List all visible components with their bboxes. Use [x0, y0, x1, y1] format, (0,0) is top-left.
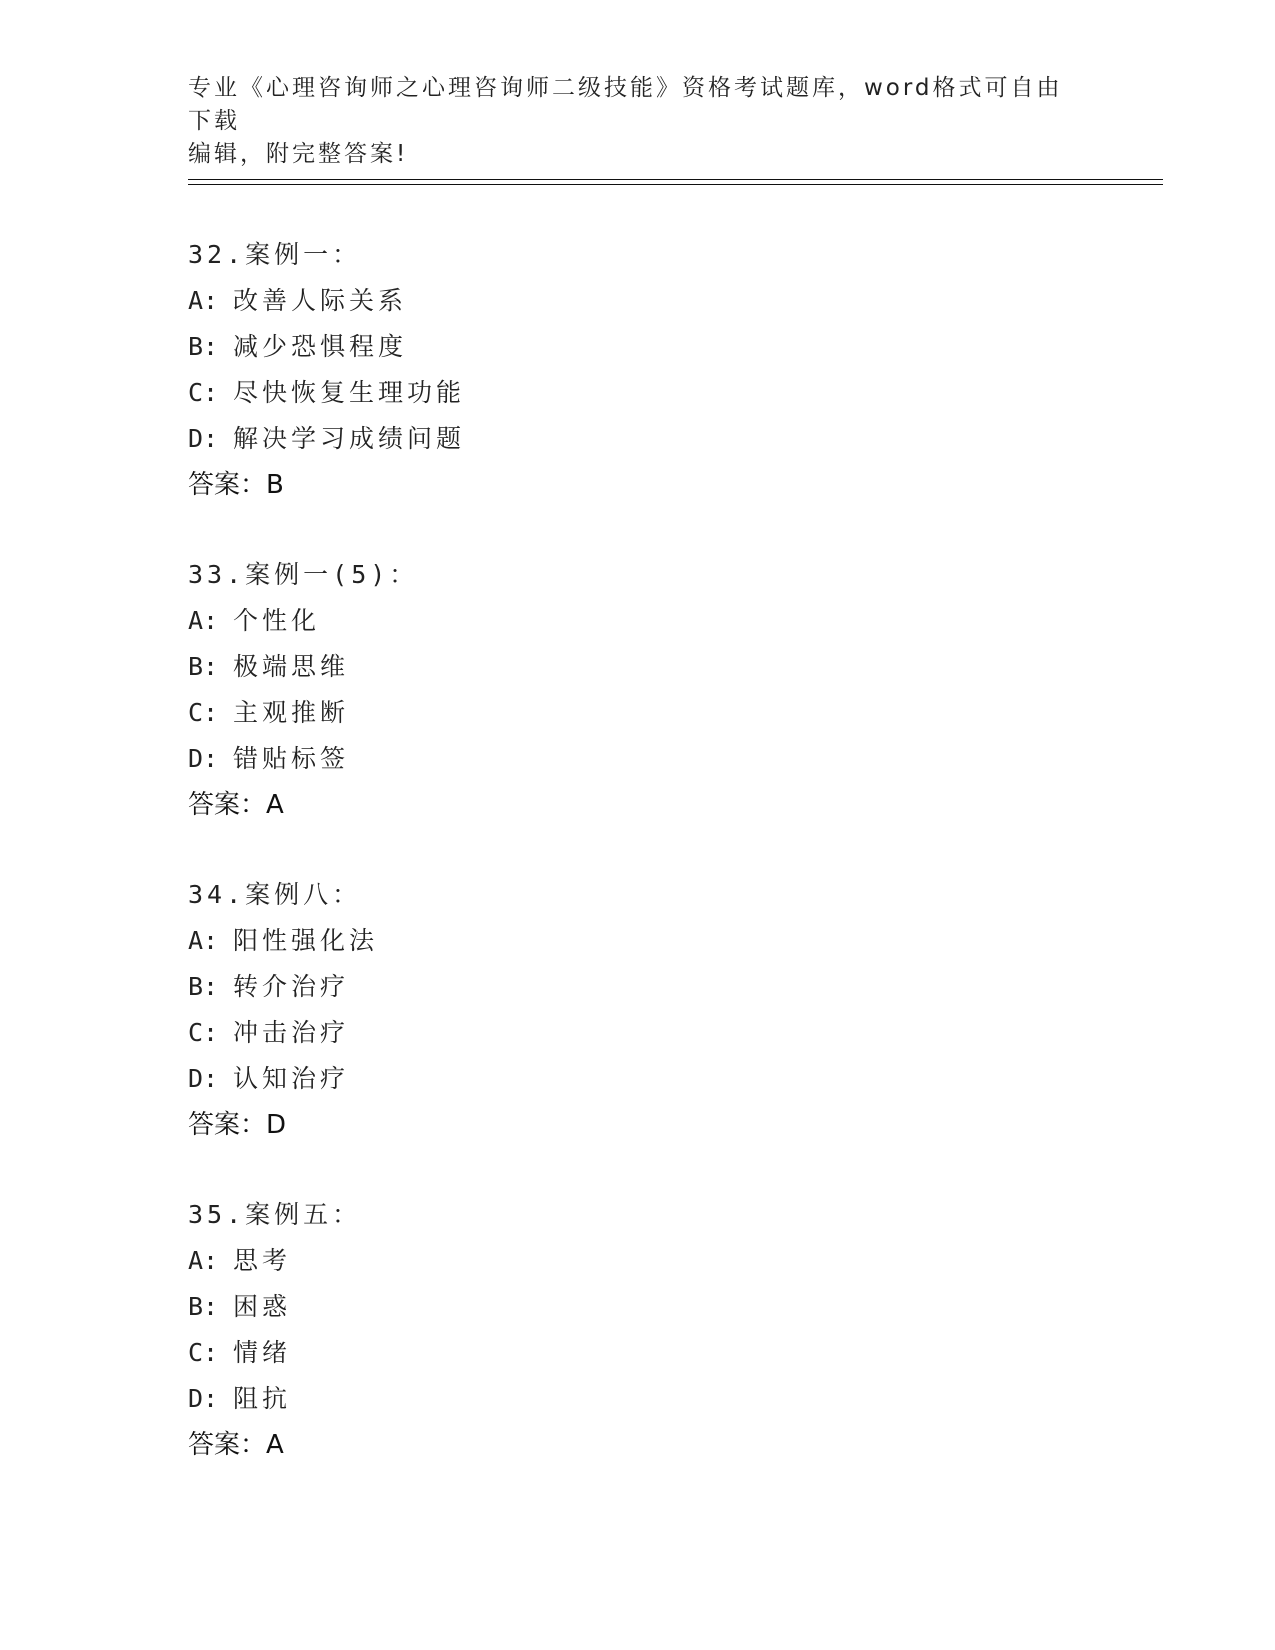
- header-line-2: 编辑，附完整答案!: [188, 141, 409, 167]
- option-letter: A:: [188, 606, 219, 635]
- option-text: 尽快恢复生理功能: [233, 378, 466, 407]
- answer-line: 答案：A: [188, 1430, 284, 1460]
- option-a: [188, 278, 1088, 324]
- option-letter: D:: [188, 424, 219, 453]
- option-b: [188, 964, 1088, 1010]
- header-divider-bottom: [188, 184, 1163, 185]
- option-text: 情绪: [233, 1338, 292, 1367]
- option-c: [188, 370, 1088, 416]
- option-text: 认知治疗: [233, 1064, 350, 1093]
- option-text: 个性化: [233, 606, 321, 635]
- option-letter: B:: [188, 332, 219, 361]
- option-letter: B:: [188, 1292, 219, 1321]
- option-text: 阳性强化法: [233, 926, 379, 955]
- option-d: [188, 1056, 1088, 1102]
- option-letter: B:: [188, 652, 219, 681]
- option-letter: A:: [188, 1246, 219, 1275]
- answer-line: 答案：B: [188, 470, 284, 500]
- option-d: [188, 416, 1088, 462]
- option-letter: D:: [188, 1384, 219, 1413]
- option-letter: A:: [188, 286, 219, 315]
- option-b: [188, 324, 1088, 370]
- option-text: 改善人际关系: [233, 286, 408, 315]
- question-title: 35.案例五：: [188, 1200, 362, 1229]
- option-a: [188, 1238, 1088, 1284]
- option-text: 解决学习成绩问题: [233, 424, 466, 453]
- option-letter: A:: [188, 926, 219, 955]
- option-letter: C:: [188, 378, 219, 407]
- option-letter: D:: [188, 744, 219, 773]
- option-text: 思考: [233, 1246, 292, 1275]
- question-title: 34.案例八：: [188, 880, 362, 909]
- question-block: [188, 872, 1088, 1148]
- option-d: [188, 1376, 1088, 1422]
- option-letter: C:: [188, 698, 219, 727]
- question-title: 32.案例一：: [188, 240, 362, 269]
- option-c: [188, 690, 1088, 736]
- answer-line: 答案：A: [188, 790, 284, 820]
- document-header: [188, 72, 1088, 171]
- option-letter: C:: [188, 1018, 219, 1047]
- option-letter: B:: [188, 972, 219, 1001]
- option-text: 冲击治疗: [233, 1018, 350, 1047]
- question-title: 33.案例一(5)：: [188, 560, 419, 589]
- option-letter: C:: [188, 1338, 219, 1367]
- option-b: [188, 644, 1088, 690]
- header-divider-top: [188, 179, 1163, 180]
- option-a: [188, 598, 1088, 644]
- option-text: 阻抗: [233, 1384, 292, 1413]
- option-text: 极端思维: [233, 652, 350, 681]
- option-a: [188, 918, 1088, 964]
- option-text: 主观推断: [233, 698, 350, 727]
- header-line-1: 专业《心理咨询师之心理咨询师二级技能》资格考试题库，word格式可自由下载: [188, 75, 1063, 134]
- question-block: [188, 552, 1088, 828]
- option-text: 错贴标签: [233, 744, 350, 773]
- option-text: 困惑: [233, 1292, 292, 1321]
- option-d: [188, 736, 1088, 782]
- question-block: [188, 1192, 1088, 1468]
- option-text: 转介治疗: [233, 972, 350, 1001]
- option-c: [188, 1330, 1088, 1376]
- answer-line: 答案：D: [188, 1110, 287, 1140]
- option-c: [188, 1010, 1088, 1056]
- option-text: 减少恐惧程度: [233, 332, 408, 361]
- option-b: [188, 1284, 1088, 1330]
- option-letter: D:: [188, 1064, 219, 1093]
- question-block: [188, 232, 1088, 508]
